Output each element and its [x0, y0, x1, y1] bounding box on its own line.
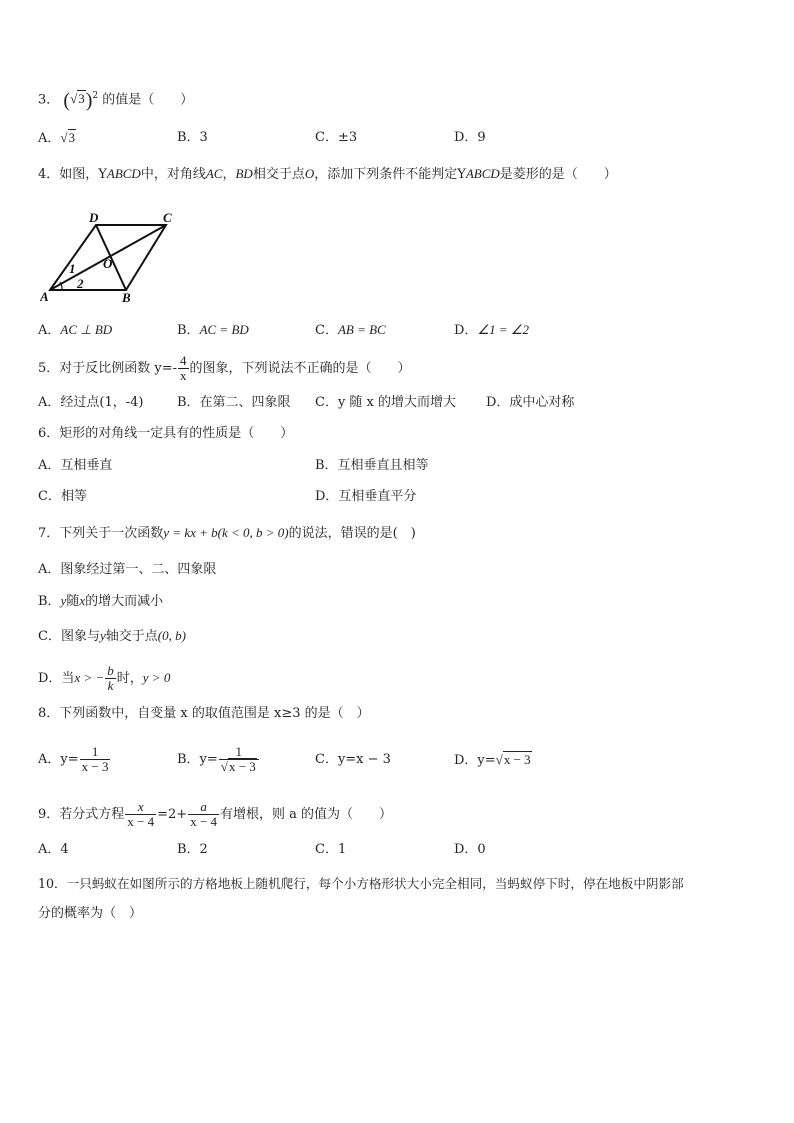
q4-stem: 4．如图，YABCD中，对角线AC，BD相交于点O，添加下列条件不能判定YABCD是菱形的是（ ）	[38, 166, 617, 182]
q9-option-c[interactable]: C．1	[315, 842, 347, 857]
q8-stem: 8．下列函数中，自变量 x 的取值范围是 x≥3 的是（ ）	[38, 706, 370, 721]
label-a: A	[40, 289, 49, 304]
q7-option-c[interactable]: C．图象与y轴交于点(0, b)	[38, 628, 186, 644]
label-angle-2: 2	[77, 276, 84, 291]
q10-stem-line2: 分的概率为（ ）	[38, 906, 143, 921]
q4-option-d[interactable]: D．∠1 = ∠2	[454, 322, 530, 338]
q5-option-b[interactable]: B．在第二、四象限	[177, 395, 291, 410]
q9-option-b[interactable]: B．2	[177, 842, 208, 857]
q8-option-b[interactable]: B．y= $\frac{1}{√x - 3}$	[177, 743, 260, 777]
q9-option-a[interactable]: A．4	[38, 842, 69, 857]
q7-option-a[interactable]: A．图象经过第一、二、四象限	[38, 562, 217, 577]
label-d: D	[89, 210, 99, 225]
q6-option-d[interactable]: D．互相垂直平分	[315, 489, 417, 504]
label-c: C	[163, 210, 172, 225]
label-b: B	[122, 290, 131, 305]
q6-option-c[interactable]: C．相等	[38, 489, 87, 504]
q7-option-d[interactable]: D．当x > − $\frac{b}{k}$ 时，y > 0	[38, 663, 171, 693]
q6-stem: 6．矩形的对角线一定具有的性质是（ ）	[38, 426, 294, 441]
q6-option-b[interactable]: B．互相垂直且相等	[315, 458, 429, 473]
q4-option-a[interactable]: A．AC ⊥ BD	[38, 322, 113, 338]
q7-option-b[interactable]: B．y随x的增大而减小	[38, 593, 164, 609]
q3-stem: 3． $(√3)^2$ 的值是（ ）	[38, 89, 194, 112]
q9-stem: 9．若分式方程 $\frac{x}{x - 4}$ =2+ $\frac{a}{x - 4}$ 有增根，则 a 的值为（ ）	[38, 799, 393, 829]
q6-option-a[interactable]: A．互相垂直	[38, 458, 113, 473]
q4-option-c[interactable]: C．AB = BC	[315, 322, 386, 338]
q7-stem: 7．下列关于一次函数y = kx + b(k < 0, b > 0)的说法，错误的是( )	[38, 525, 416, 541]
q8-option-a[interactable]: A．y= $\frac{1}{x - 3}$	[38, 744, 109, 774]
q3-option-a[interactable]: A．√3	[38, 130, 76, 146]
q9-option-d[interactable]: D．0	[454, 842, 486, 857]
label-angle-1: 1	[69, 261, 76, 276]
q5-option-c[interactable]: C．y 随 x 的增大而增大	[315, 395, 457, 410]
q4-option-b[interactable]: B．AC = BD	[177, 322, 249, 338]
q5-stem: 5．对于反比例函数 y=- $\frac{4}{x}$ 的图象，下列说法不正确的是（ ）	[38, 353, 411, 383]
q3-option-c[interactable]: C．±3	[315, 130, 358, 145]
q3-option-b[interactable]: B．3	[177, 130, 208, 145]
fraction-b-over-k: $\frac{b}{k}$	[107, 663, 114, 693]
parallelogram-figure	[40, 210, 180, 306]
fraction-4-over-x: $\frac{4}{x}$	[180, 353, 187, 383]
q8-option-d[interactable]: D．y=√x − 3	[454, 752, 531, 768]
q3-option-d[interactable]: D．9	[454, 130, 486, 145]
q5-option-a[interactable]: A．经过点(1，-4)	[38, 395, 144, 410]
q5-option-d[interactable]: D．成中心对称	[486, 395, 575, 410]
q10-stem-line1: 10．一只蚂蚁在如图所示的方格地板上随机爬行，每个小方格形状大小完全相同，当蚂蚁停下时，停在地板中阴影部	[38, 876, 684, 891]
label-o: O	[103, 256, 113, 271]
q8-option-c[interactable]: C．y=x − 3	[315, 752, 391, 767]
sqrt-3: √3	[70, 91, 85, 107]
